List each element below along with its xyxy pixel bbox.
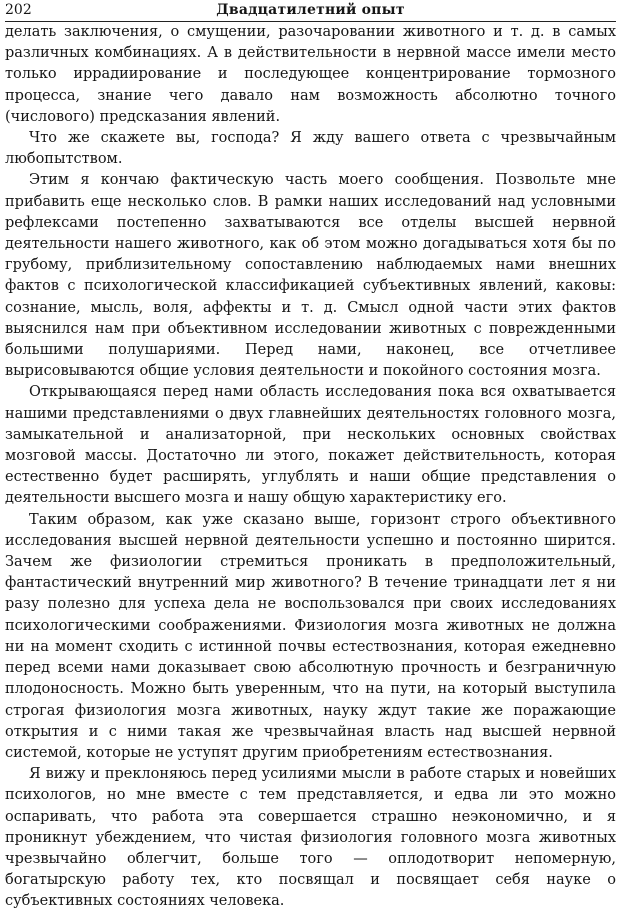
running-title: Двадцатилетний опыт [216,2,405,18]
paragraph: Таким образом, как уже сказано выше, горизонт строго объективного исследования высшей нервной деятельности успешно и постоянно ширится. Зачем же физиологии стремиться проникать в предположительный, фантастический внутренний мир животного? В течение тринадцати лет я ни разу полезно для успеха дела не воспользовался при своих исследованиях психологическими соображениями. Физиология мозга животных не должна ни на момент сходить с истинной почвы естествознания, которая ежедневно перед всеми нами доказывает свою абсолютную прочность и безграничную плодоносность. Можно быть уверенным, что на пути, на который выступила строгая физиология мозга животных, науку ждут такие же поражающие открытия и с ними такая же чрезвычайная власть над высшей нервной системой, которые не уступят другим приобретениям естествознания. [5,511,616,761]
paragraph: Открывающаяся перед нами область исследования пока вся охватывается нашими представлениями о двух главнейших деятельностях головного мозга, замыкательной и анализаторной, при нескольких основных свойствах мозговой массы. Достаточно ли этого, покажет действительность, которая естественно будет расширять, углублять и наши общие представления о деятельности высшего мозга и нашу общую характеристику его. [5,384,616,507]
page-body [5,22,616,913]
paragraph: Что же скажете вы, господа? Я жду вашего ответа с чрезвычайным любопытством. [5,130,616,168]
paragraph: Этим я кончаю фактическую часть моего сообщения. Позвольте мне прибавить еще несколько слов. В рамки наших исследований над условными рефлексами постепенно захватываются все отделы высшей нервной деятельности нашего животного, как об этом можно догадываться хотя бы по грубому, приблизительному сопоставлению наблюдаемых нами внешних фактов с психологической классификацией субъективных явлений, каковы: сознание, мысль, воля, аффекты и т. д. Смысл одной части этих фактов выяснился нам при объективном исследовании животных с поврежденными большими полушариями. Перед нами, наконец, все отчетливее вырисовываются общие условия деятельности и покойного состояния мозга. [5,172,616,380]
header-rule [5,21,616,22]
page-number: 202 [5,2,32,18]
paragraph-continued: делать заключения, о смущении, разочаровании животного и т. д. в самых различных комбинациях. А в действительности в нервной массе имели место только иррадиирование и последующее концентрирование тормозного процесса, знание чего давало нам возможность абсолютно точного (числового) предсказания явлений. [5,24,616,125]
running-head [5,0,616,20]
paragraph: Я вижу и преклоняюсь перед усилиями мысли в работе старых и новейших психологов, но мне вместе с тем представляется, и едва ли это можно оспаривать, что работа эта совершается страшно неэкономично, и я проникнут убеждением, что чистая физиология головного мозга животных чрезвычайно облегчит, больше того — оплодотворит непомерную, богатырскую работу тех, кто посвящал и посвящает себя науке о субъективных состояниях человека. [5,766,616,910]
